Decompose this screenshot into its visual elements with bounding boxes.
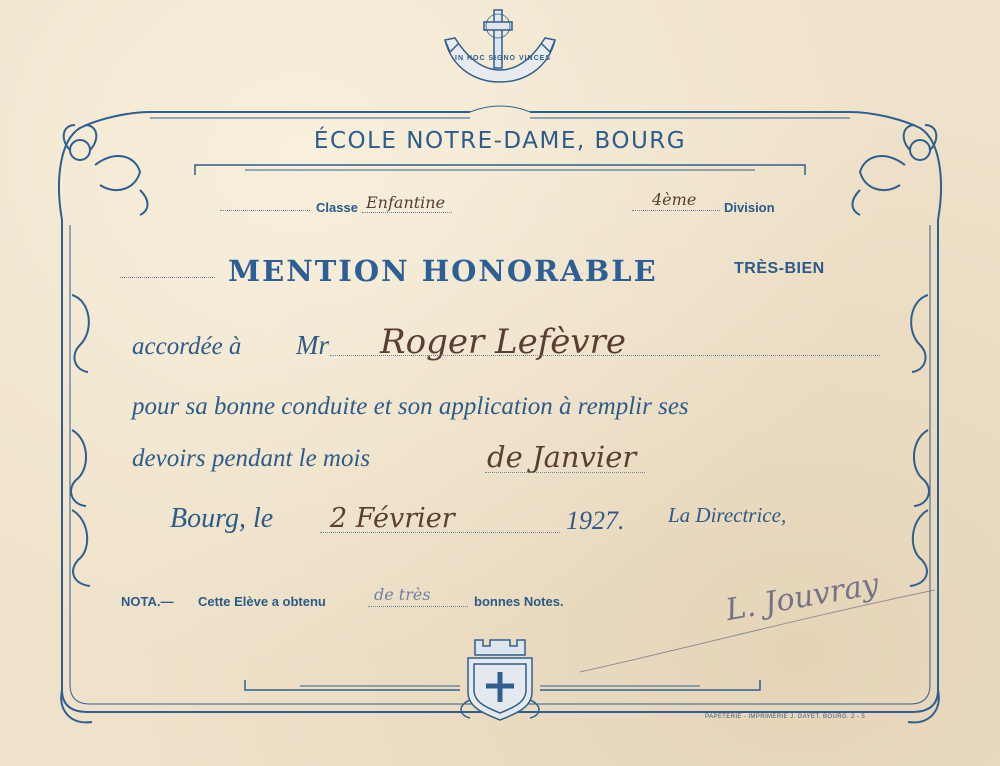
month-value: de Janvier — [487, 440, 637, 474]
date-line — [320, 532, 560, 533]
mention-dotted-line — [120, 277, 215, 278]
division-dotted-line — [632, 210, 720, 211]
classe-value: Enfantine — [366, 193, 446, 212]
classe-label: Classe — [316, 200, 358, 215]
division-label: Division — [724, 200, 775, 215]
date-place: Bourg, le — [170, 503, 274, 534]
mention-grade: TRÈS-BIEN — [734, 260, 825, 277]
recipient-line — [330, 355, 880, 356]
date-day-month: 2 Février — [330, 503, 455, 534]
nota-label: NOTA.— — [121, 594, 174, 609]
printer-credit: PAPETERIE - IMPRIMERIE J. GAYET, BOURG. 2 - 5 — [705, 714, 866, 720]
nota-filled: de très — [374, 585, 431, 604]
cross-emblem-icon — [445, 10, 555, 82]
division-value: 4ème — [652, 190, 697, 209]
coat-of-arms-icon — [461, 640, 539, 720]
recipient-name: Roger Lefèvre — [380, 322, 627, 362]
motto-banner: IN HOC SIGNO VINCES — [455, 55, 552, 62]
date-year: 1927. — [566, 506, 625, 535]
month-line — [485, 472, 645, 473]
classe-dotted-line — [220, 210, 310, 211]
nota-text-after: bonnes Notes. — [474, 594, 564, 609]
classe-value-line — [362, 212, 452, 213]
school-name: ÉCOLE NOTRE-DAME, BOURG — [313, 128, 687, 154]
mention-title: MENTION HONORABLE — [228, 254, 658, 288]
nota-line — [368, 606, 468, 607]
body-line-2: pour sa bonne conduite et son application à remplir ses — [132, 393, 689, 420]
accordee-prefix: accordée à — [132, 333, 242, 360]
body-line-3-prefix: devoirs pendant le mois — [132, 445, 371, 472]
nota-text-before: Cette Elève a obtenu — [198, 594, 326, 609]
signatory-label: La Directrice, — [668, 503, 787, 527]
honorific: Mr — [296, 330, 329, 360]
directrice-signature: L. Jouvray — [723, 566, 882, 629]
